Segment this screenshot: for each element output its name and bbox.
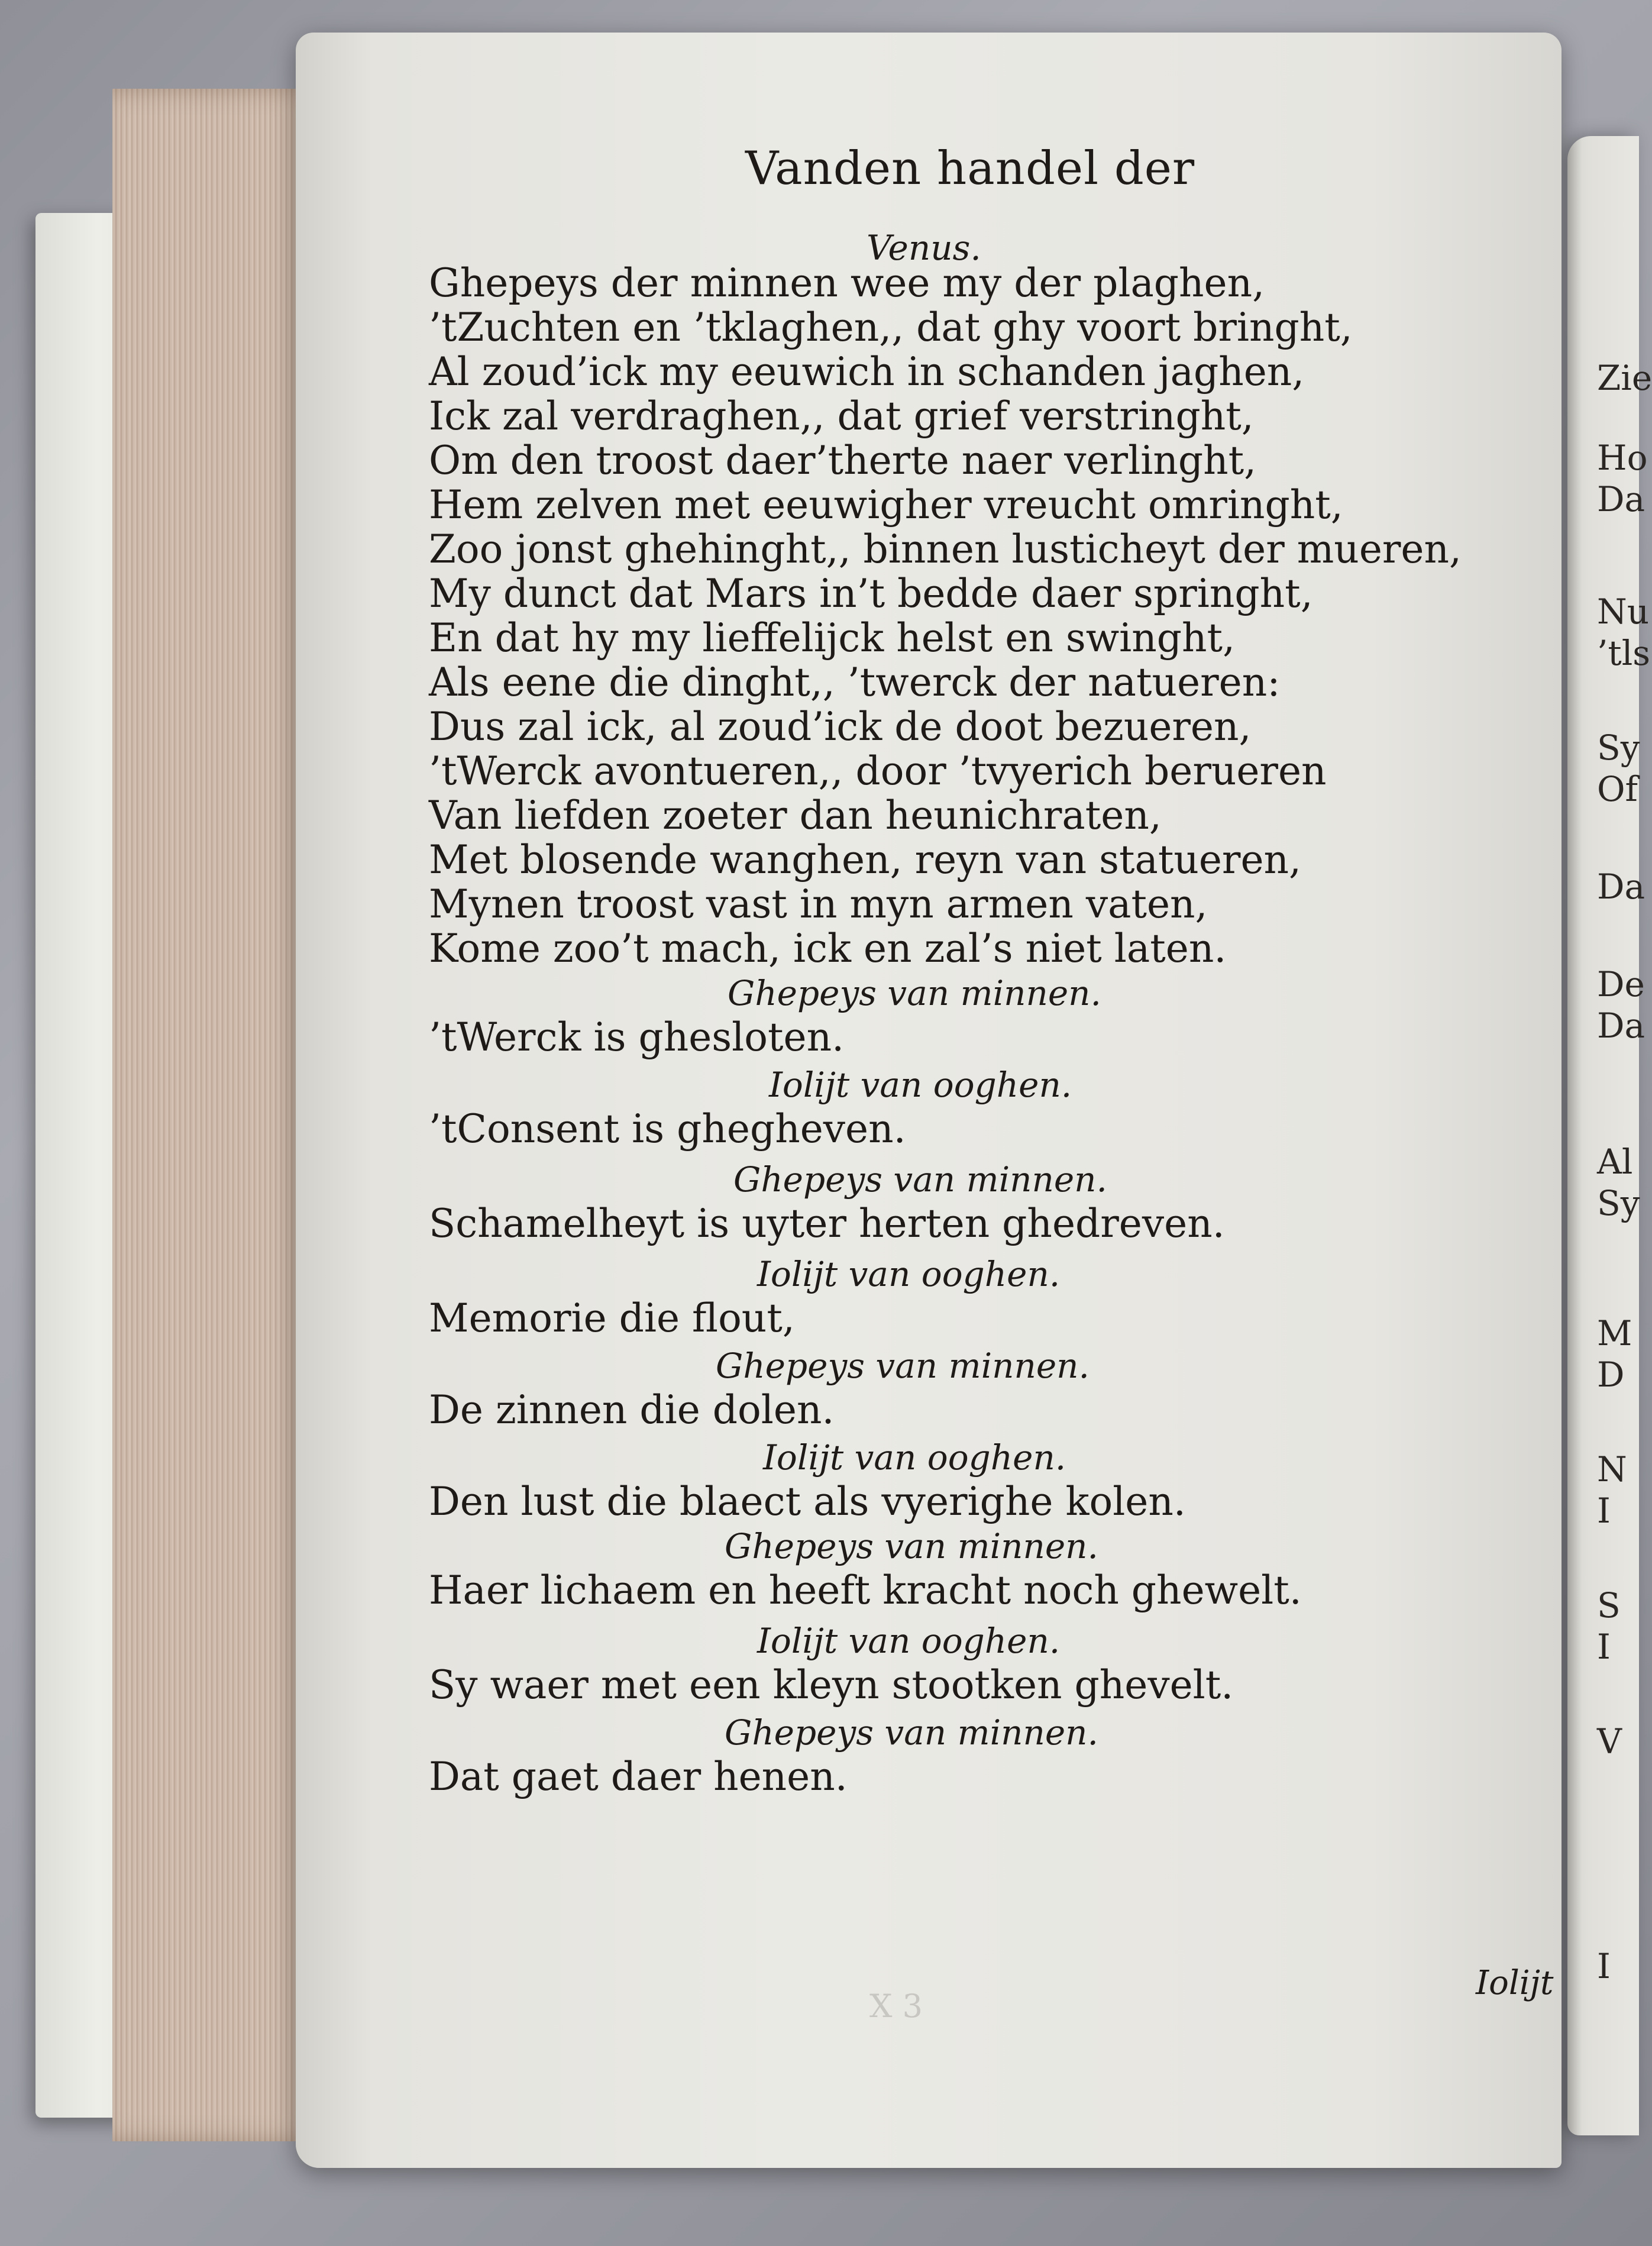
facing-fragment: De [1597,964,1645,1004]
facing-fragment: V [1597,1721,1622,1762]
dialogue-line: Den lust die blaect als vyerighe kolen. [429,1479,1186,1524]
catchword: Iolijt [1476,1964,1554,2002]
speaker-label: Ghepeys van minnen. [725,1712,1098,1753]
facing-fragment: N [1597,1449,1627,1489]
facing-fragment: Sy [1597,728,1640,768]
speaker-label: Iolijt van ooghen. [763,1437,1066,1478]
facing-fragment: Nu [1597,592,1650,632]
verse-line: Zoo jonst ghehinght,, binnen lusticheyt der mueren, [429,526,1462,572]
signature-mark: X 3 [869,1988,923,2025]
verse-line: My dunct dat Mars in’t bedde daer springht, [429,571,1313,616]
speaker-heading: Venus. [867,228,981,268]
dialogue-line: ’tWerck is ghesloten. [429,1014,845,1060]
verse-line: Ick zal verdraghen,, dat grief verstringht, [429,393,1254,439]
dialogue-line: De zinnen die dolen. [429,1387,835,1433]
facing-fragment: I [1597,1491,1611,1531]
facing-fragment: Da [1597,867,1645,907]
verse-line: Ghepeys der minnen wee my der plaghen, [429,260,1265,306]
facing-fragment: ’tls [1597,633,1651,673]
facing-fragment: I [1597,1946,1611,1986]
facing-fragment: Ho [1597,438,1648,478]
dialogue-line: Haer lichaem en heeft kracht noch ghewelt. [429,1568,1302,1613]
verse-line: Om den troost daer’therte naer verlinght, [429,438,1257,483]
dialogue-line: Dat gaet daer henen. [429,1754,848,1799]
dialogue-line: Schamelheyt is uyter herten ghedreven. [429,1201,1225,1246]
dialogue-line: ’tConsent is ghegheven. [429,1106,906,1152]
speaker-label: Iolijt van ooghen. [757,1621,1061,1661]
verse-line: Dus zal ick, al zoud’ick de doot bezueren, [429,704,1252,749]
facing-fragment: Da [1597,1006,1645,1046]
speaker-label: Ghepeys van minnen. [725,1526,1098,1566]
verse-line: Met blosende wanghen, reyn van statueren, [429,837,1302,883]
facing-fragment: Da [1597,479,1645,519]
facing-fragment: Of [1597,769,1638,809]
speaker-label: Iolijt van ooghen. [757,1254,1061,1294]
verse-line: ’tZuchten en ’tklaghen,, dat ghy voort bringht, [429,305,1353,350]
facing-fragment: S [1597,1585,1621,1625]
facing-fragment: M [1597,1313,1632,1353]
dialogue-line: Sy waer met een kleyn stootken ghevelt. [429,1662,1234,1708]
verse-line: Van liefden zoeter dan heunichraten, [429,793,1162,838]
facing-fragment: I [1597,1627,1611,1667]
dialogue-line: Memorie die flout, [429,1295,795,1341]
running-head: Vanden handel der [745,142,1195,195]
speaker-label: Ghepeys van minnen. [733,1159,1107,1200]
verse-line: ’tWerck avontueren,, door ’tvyerich berueren [429,748,1327,794]
facing-fragment: Zie [1597,358,1652,398]
verse-line: Als eene die dinght,, ’twerck der natueren: [429,660,1281,705]
verse-line: Hem zelven met eeuwigher vreucht omringht, [429,482,1343,528]
speaker-label: Ghepeys van minnen. [716,1346,1090,1386]
facing-fragment: D [1597,1355,1625,1395]
speaker-label: Iolijt van ooghen. [769,1065,1072,1105]
facing-fragment: Sy [1597,1183,1640,1223]
verse-line: Al zoud’ick my eeuwich in schanden jaghen, [429,349,1305,395]
verse-line: En dat hy my lieffelijck helst en swinght, [429,615,1236,661]
facing-fragment: Al [1597,1142,1633,1182]
speaker-label: Ghepeys van minnen. [728,973,1101,1013]
verse-line: Mynen troost vast in myn armen vaten, [429,881,1208,927]
verse-line: Kome zoo’t mach, ick en zal’s niet laten. [429,926,1227,971]
